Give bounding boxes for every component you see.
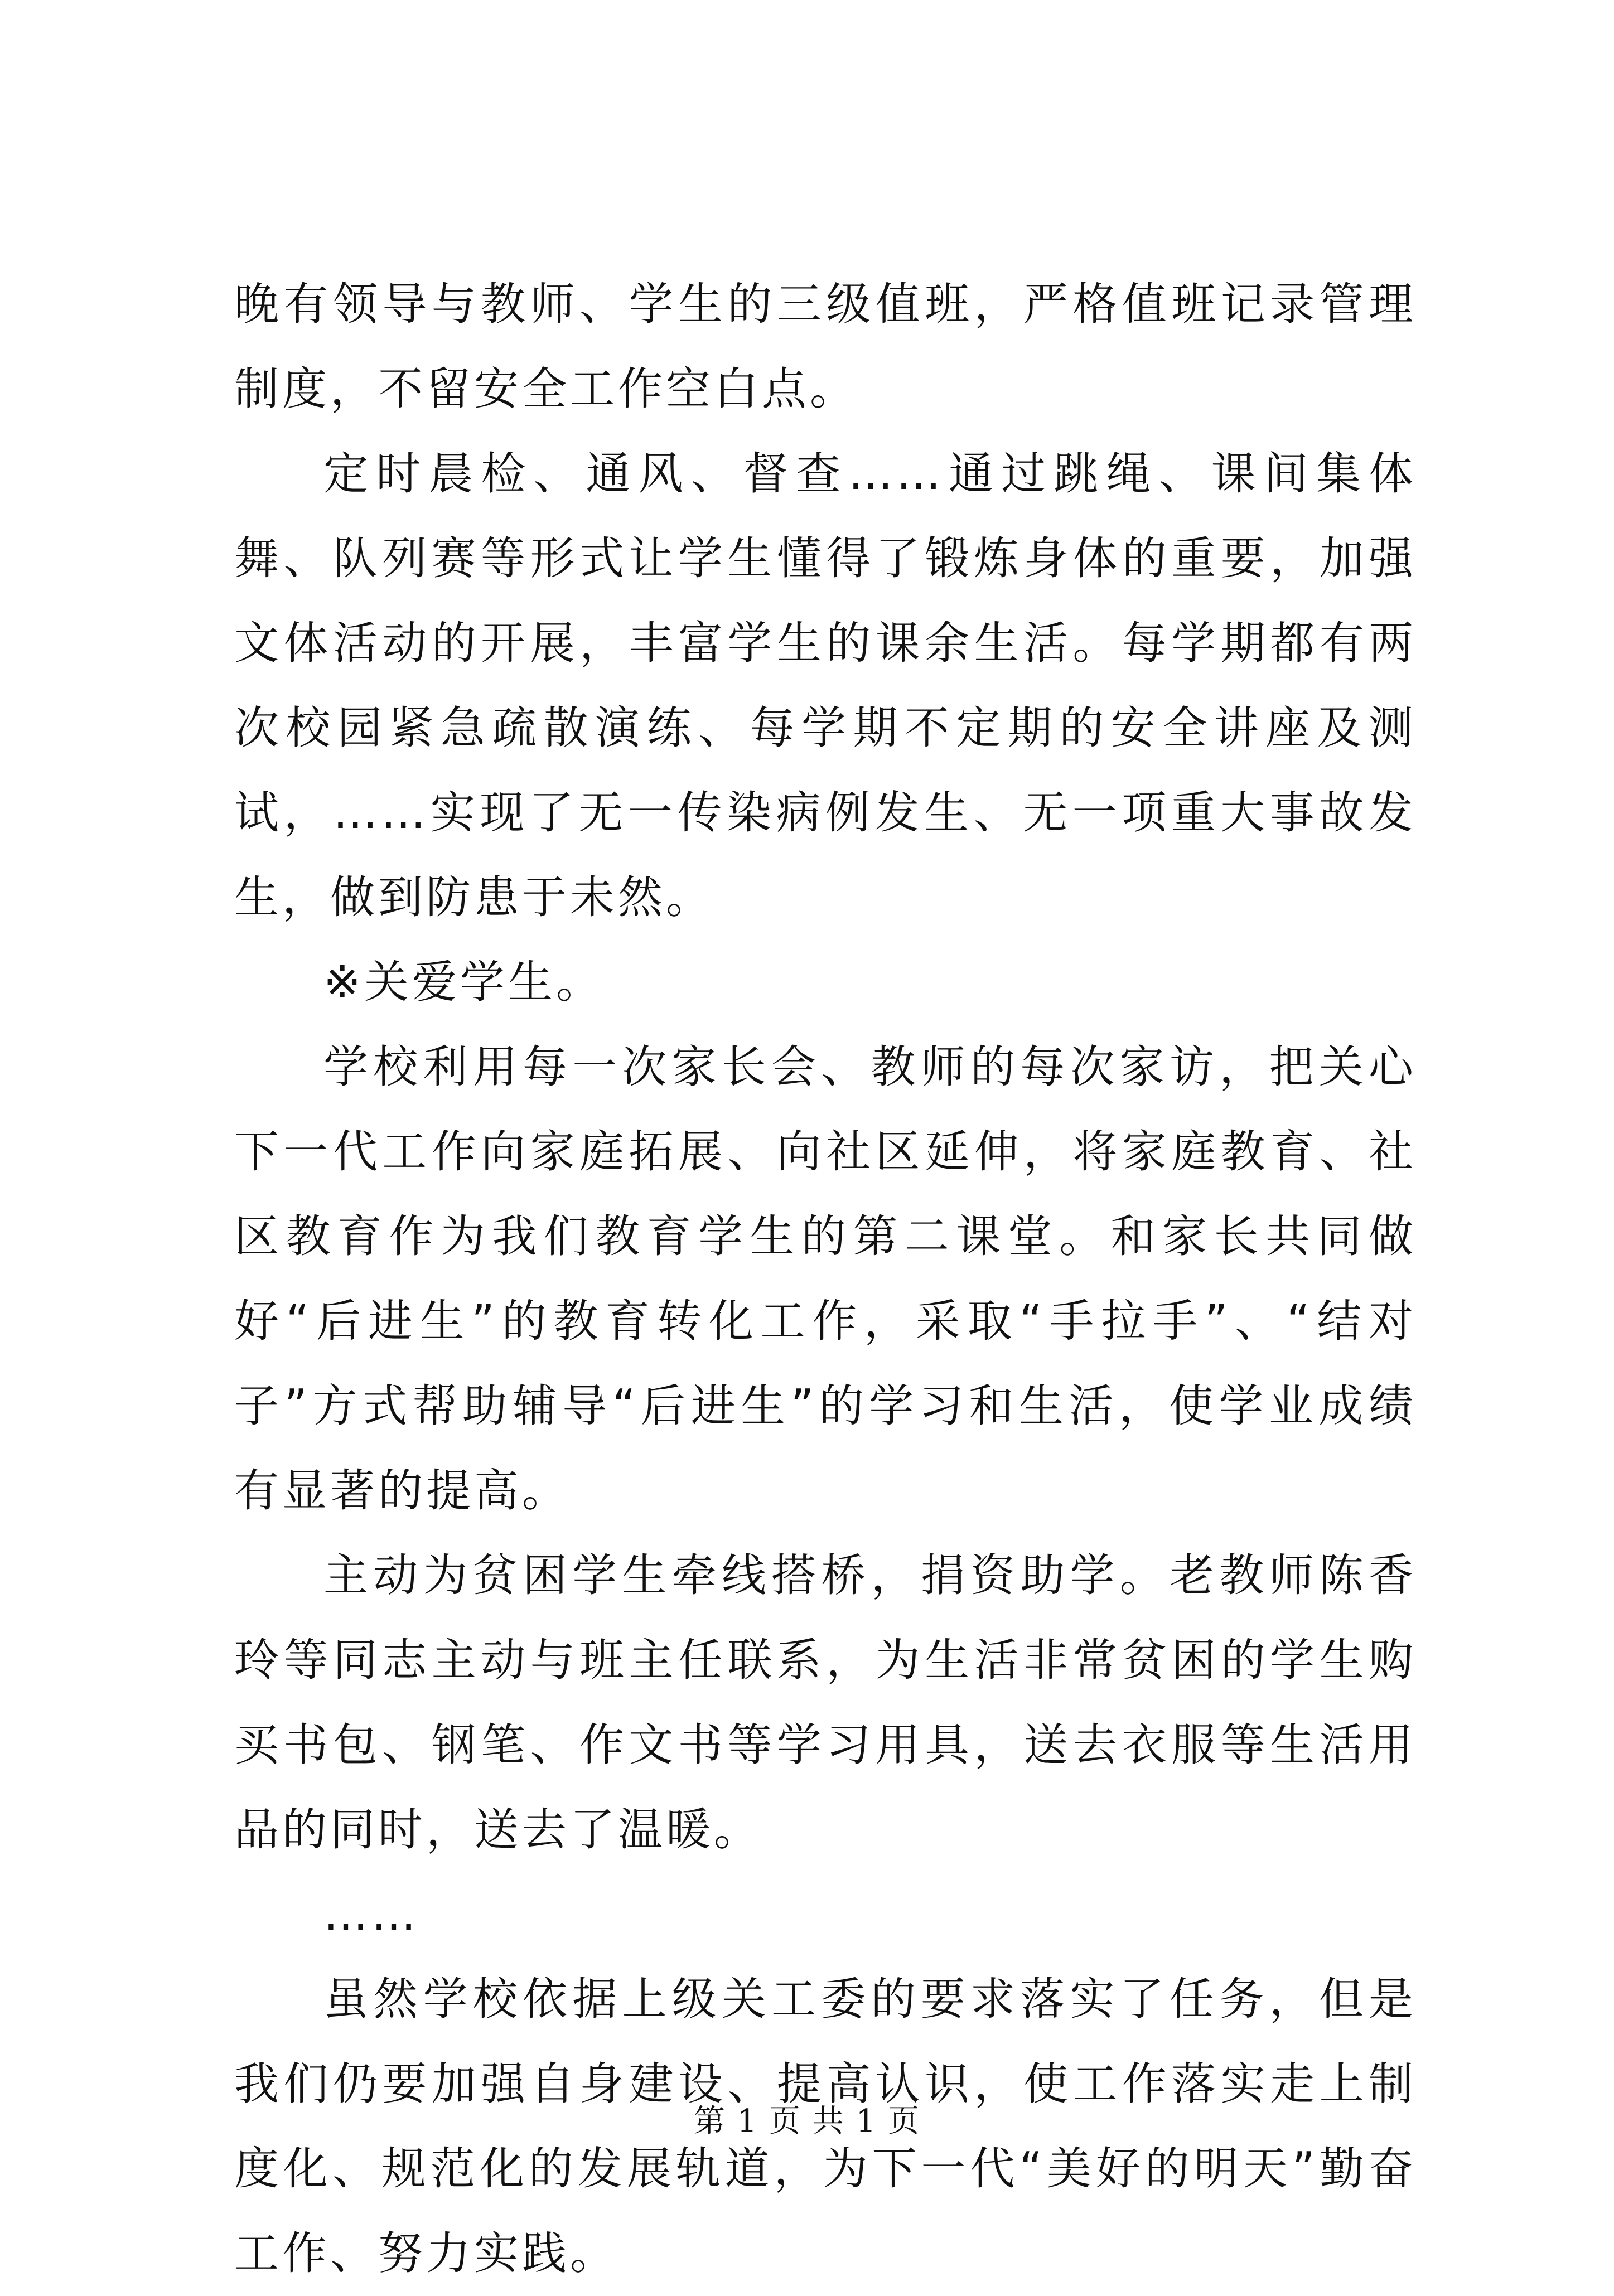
paragraph-poor-students-aid: 主动为贫困学生牵线搭桥，捐资助学。老教师陈香玲等同志主动与班主任联系，为生活非常贫困的学生购买书包、钢笔、作文书等学习用具，送去衣服等生活用品的同时，送去了温暖。	[234, 1549, 1417, 1856]
paragraph-conclusion: 虽然学校依据上级关工委的要求落实了任务，但是我们仍要加强自身建设、提高认识，使工作落实走上制度化、规范化的发展轨道，为下一代“美好的明天”勤奋工作、努力实践。	[234, 1973, 1417, 2279]
section-heading-care-students: ※关爱学生。	[323, 956, 605, 1008]
document-body	[234, 262, 1417, 2296]
paragraph-family-outreach: 学校利用每一次家长会、教师的每次家访，把关心下一代工作向家庭拓展、向社区延伸，将家庭教育、社区教育作为我们教育学生的第二课堂。和家长共同做好“后进生”的教育转化工作，采取“手拉手”、“结对子”方式帮助辅导“后进生”的学习和生活，使学业成绩有显著的提高。	[234, 1041, 1417, 1517]
paragraph-ellipsis: ……	[323, 1888, 419, 1940]
paragraph-health-checks: 定时晨检、通风、督查……通过跳绳、课间集体舞、队列赛等形式让学生懂得了锻炼身体的重要，加强文体活动的开展，丰富学生的课余生活。每学期都有两次校园紧急疏散演练、每学期不定期的安全讲座及测试，……实现了无一传染病例发生、无一项重大事故发生，做到防患于未然。	[234, 448, 1417, 923]
paragraph-continued: 晚有领导与教师、学生的三级值班，严格值班记录管理制度，不留安全工作空白点。	[234, 278, 1417, 415]
page-number-footer: 第 1 页 共 1 页	[693, 2103, 921, 2139]
